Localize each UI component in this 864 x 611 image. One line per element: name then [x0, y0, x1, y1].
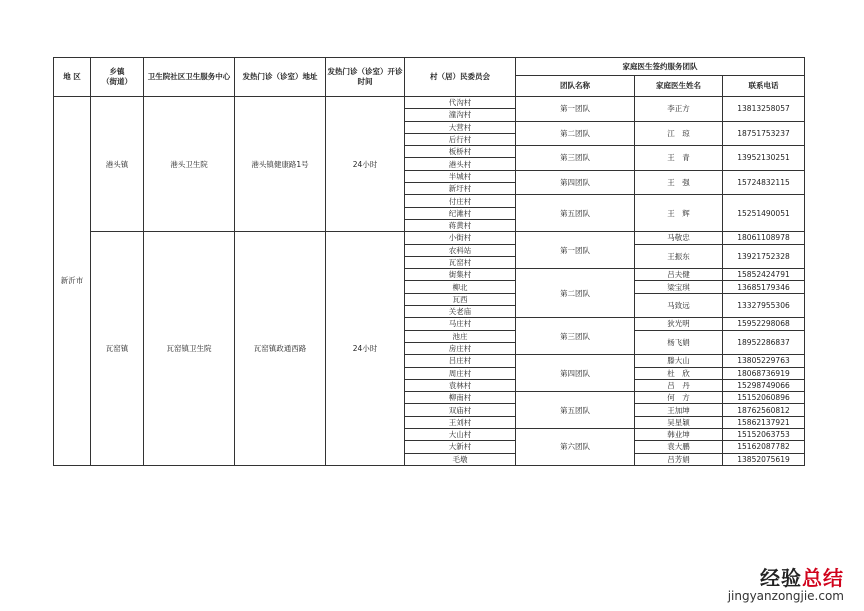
- region-cell: 新沂市: [54, 97, 91, 466]
- village-cell: 潼沟村: [405, 109, 516, 121]
- table-body: [54, 97, 805, 466]
- phone-cell: 13921752328: [723, 244, 805, 269]
- town-cell: 瓦窑镇: [91, 232, 144, 466]
- village-cell: 港头村: [405, 158, 516, 170]
- team-name-cell: 第四团队: [516, 355, 635, 392]
- doctor-name-cell: 滕大山: [635, 355, 723, 367]
- team-name-cell: 第五团队: [516, 392, 635, 429]
- village-cell: 王刘村: [405, 416, 516, 428]
- village-cell: 小街村: [405, 232, 516, 244]
- phone-cell: 18061108978: [723, 232, 805, 244]
- phone-cell: 13852075619: [723, 453, 805, 465]
- address-cell: 港头镇健康路1号: [235, 97, 326, 232]
- phone-cell: 18751753237: [723, 121, 805, 146]
- doctor-name-cell: 马敬忠: [635, 232, 723, 244]
- phone-cell: 18068736919: [723, 367, 805, 379]
- doctor-name-cell: 吕夫健: [635, 269, 723, 281]
- village-cell: 柳南村: [405, 392, 516, 404]
- village-cell: 新圩村: [405, 183, 516, 195]
- phone-cell: 13813258057: [723, 97, 805, 122]
- village-cell: 吕庄村: [405, 355, 516, 367]
- watermark-text-black: 经验: [760, 566, 802, 590]
- doctor-name-cell: 梁宝琪: [635, 281, 723, 293]
- village-cell: 房庄村: [405, 342, 516, 354]
- village-cell: 大新村: [405, 441, 516, 453]
- table-row: [54, 97, 805, 109]
- phone-cell: 13327955306: [723, 293, 805, 318]
- phone-cell: 15298749066: [723, 379, 805, 391]
- phone-cell: 18762560812: [723, 404, 805, 416]
- doctor-name-cell: 王 强: [635, 170, 723, 195]
- village-cell: 柳北: [405, 281, 516, 293]
- phone-cell: 13685179346: [723, 281, 805, 293]
- doctor-name-cell: 吴星颖: [635, 416, 723, 428]
- phone-cell: 15852424791: [723, 269, 805, 281]
- address-cell: 瓦窑镇政通西路: [235, 232, 326, 466]
- doctor-name-cell: 王加坤: [635, 404, 723, 416]
- village-cell: 代沟村: [405, 97, 516, 109]
- header-fever-address: 发热门诊（诊室）地址: [235, 58, 326, 97]
- signing-team-table: [53, 57, 805, 466]
- header-center: 卫生院社区卫生服务中心: [144, 58, 235, 97]
- team-name-cell: 第五团队: [516, 195, 635, 232]
- header-doctor-name: 家庭医生姓名: [635, 76, 723, 97]
- village-cell: 大山村: [405, 429, 516, 441]
- phone-cell: 15152060896: [723, 392, 805, 404]
- doctor-name-cell: 马致远: [635, 293, 723, 318]
- village-cell: 半城村: [405, 170, 516, 182]
- phone-cell: 15724832115: [723, 170, 805, 195]
- header-phone: 联系电话: [723, 76, 805, 97]
- phone-cell: 15952298068: [723, 318, 805, 330]
- center-cell: 港头卫生院: [144, 97, 235, 232]
- village-cell: 农科站: [405, 244, 516, 256]
- watermark-text-red: 总结: [802, 566, 844, 590]
- watermark-logo: [728, 567, 844, 603]
- phone-cell: 13952130251: [723, 146, 805, 171]
- center-cell: 瓦窑镇卫生院: [144, 232, 235, 466]
- village-cell: 街集村: [405, 269, 516, 281]
- doctor-name-cell: 江 琼: [635, 121, 723, 146]
- doctor-name-cell: 李正方: [635, 97, 723, 122]
- team-name-cell: 第二团队: [516, 121, 635, 146]
- phone-cell: 18952286837: [723, 330, 805, 355]
- header-fever-hours: 发热门诊（诊室）开诊时间: [326, 58, 405, 97]
- team-name-cell: 第三团队: [516, 146, 635, 171]
- doctor-name-cell: 韩业坤: [635, 429, 723, 441]
- village-cell: 板桥村: [405, 146, 516, 158]
- phone-cell: 15862137921: [723, 416, 805, 428]
- town-cell: 港头镇: [91, 97, 144, 232]
- team-name-cell: 第三团队: [516, 318, 635, 355]
- village-cell: 瓦窑村: [405, 256, 516, 268]
- phone-cell: 15162087782: [723, 441, 805, 453]
- doctor-name-cell: 袁大鹏: [635, 441, 723, 453]
- hours-cell: 24小时: [326, 232, 405, 466]
- doctor-name-cell: 杜 欣: [635, 367, 723, 379]
- village-cell: 瓦西: [405, 293, 516, 305]
- header-team-group: 家庭医生签约服务团队: [516, 58, 805, 76]
- phone-cell: 15251490051: [723, 195, 805, 232]
- doctor-name-cell: 王 青: [635, 146, 723, 171]
- team-name-cell: 第一团队: [516, 97, 635, 122]
- header-region: 地 区: [54, 58, 91, 97]
- doctor-name-cell: 王振东: [635, 244, 723, 269]
- doctor-name-cell: 杨飞娟: [635, 330, 723, 355]
- phone-cell: 13805229763: [723, 355, 805, 367]
- doctor-name-cell: 吕芳娟: [635, 453, 723, 465]
- village-cell: 周庄村: [405, 367, 516, 379]
- doctor-name-cell: 王 辉: [635, 195, 723, 232]
- village-cell: 大营村: [405, 121, 516, 133]
- village-cell: 池庄: [405, 330, 516, 342]
- header-village: 村（居）民委员会: [405, 58, 516, 97]
- village-cell: 毛墩: [405, 453, 516, 465]
- doctor-name-cell: 何 方: [635, 392, 723, 404]
- header-team-name: 团队名称: [516, 76, 635, 97]
- team-name-cell: 第一团队: [516, 232, 635, 269]
- header-town: 乡镇 （街道）: [91, 58, 144, 97]
- village-cell: 后行村: [405, 133, 516, 145]
- village-cell: 马庄村: [405, 318, 516, 330]
- village-cell: 纪滩村: [405, 207, 516, 219]
- team-name-cell: 第二团队: [516, 269, 635, 318]
- team-name-cell: 第四团队: [516, 170, 635, 195]
- village-cell: 付庄村: [405, 195, 516, 207]
- phone-cell: 15152063753: [723, 429, 805, 441]
- team-name-cell: 第六团队: [516, 429, 635, 466]
- doctor-name-cell: 吕 丹: [635, 379, 723, 391]
- village-cell: 关老庙: [405, 306, 516, 318]
- village-cell: 蒋黄村: [405, 219, 516, 231]
- doctor-name-cell: 狄光明: [635, 318, 723, 330]
- watermark-url: jingyanzongjie.com: [727, 589, 844, 603]
- village-cell: 袁林村: [405, 379, 516, 391]
- hours-cell: 24小时: [326, 97, 405, 232]
- village-cell: 双庙村: [405, 404, 516, 416]
